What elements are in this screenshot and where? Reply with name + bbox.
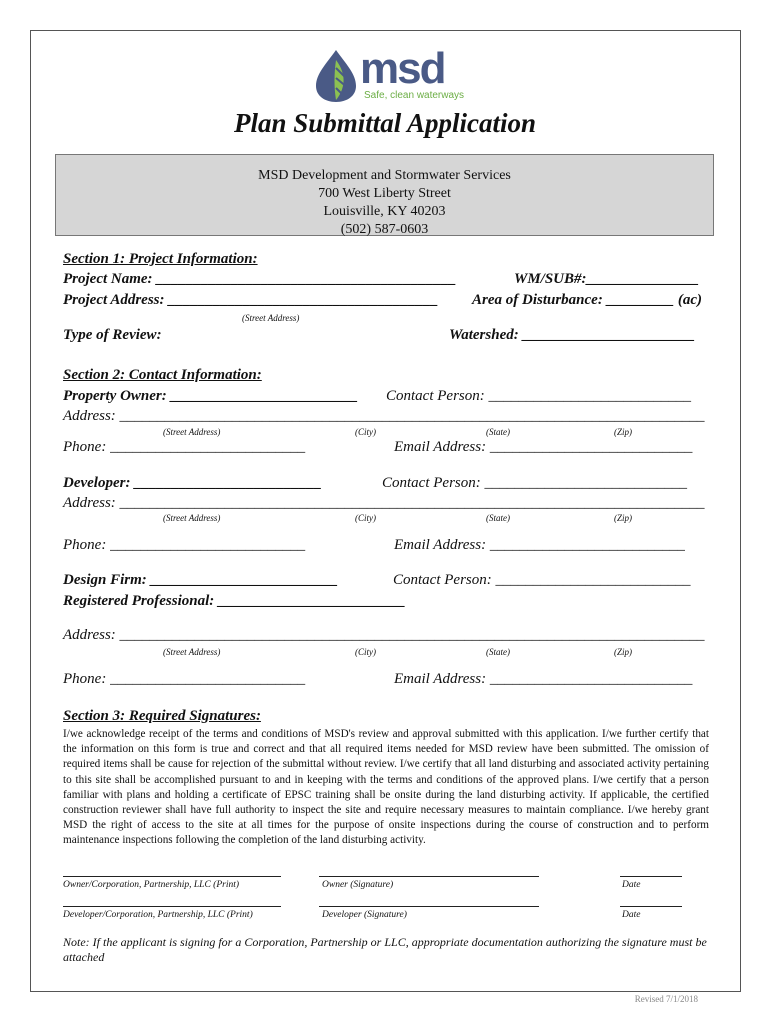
zip-hint-3: (Zip)	[614, 647, 632, 657]
city-hint-1: (City)	[355, 427, 376, 437]
leaf-drop-icon	[314, 48, 358, 104]
type-of-review-label[interactable]: Type of Review:	[63, 327, 162, 343]
contact-person-2-field[interactable]: Contact Person: ___________________________	[382, 475, 687, 491]
state-hint-3: (State)	[486, 647, 510, 657]
street-hint-1: (Street Address)	[163, 427, 221, 437]
watershed-field[interactable]: Watershed: _______________________	[449, 327, 695, 343]
phone-3-field[interactable]: Phone: __________________________	[63, 671, 306, 687]
legal-certification-text: I/we acknowledge receipt of the terms and conditions of MSD's review and approval submitted with this application. I/we further certify that the information on this form is true and correct and that all required items needed for MSD review have been submitted. The omission of required items shall be cause for rejection of the submittal without review. I/we certify that all land disturbing and associated activity pertaining to this site shall be accomplished pursuant to and in keeping with the terms and conditions of the approved plans. I/we certify that a person familiar with plans and holding a certificate of EPSC training shall be onsite during the land disturbing activity. If applicable, the certified construction reviewer shall have full authority to inspect the site and require necessary measures to maintain compliance. I/we hereby grant MSD the right of access to the site at all times for the purpose of onsite inspections during the course of construction and to perform maintenance inspections following the completion of the land disturbing activity.	[63, 728, 709, 847]
office-phone: (502) 587-0603	[340, 222, 429, 237]
phone-2-field[interactable]: Phone: __________________________	[63, 537, 306, 553]
revision-date: Revised 7/1/2018	[634, 994, 698, 1004]
owner-print-line[interactable]	[63, 876, 281, 877]
street-hint-3: (Street Address)	[163, 647, 221, 657]
developer-print-line[interactable]	[63, 906, 281, 907]
zip-hint-2: (Zip)	[614, 513, 632, 523]
office-city: Louisville, KY 40203	[323, 204, 446, 219]
owner-signature-label: Owner (Signature)	[322, 880, 394, 890]
owner-date-label: Date	[622, 880, 641, 890]
street-address-hint: (Street Address)	[242, 313, 300, 323]
phone-1-field[interactable]: Phone: __________________________	[63, 439, 306, 455]
owner-print-label: Owner/Corporation, Partnership, LLC (Print)	[63, 880, 240, 890]
street-hint-2: (Street Address)	[163, 513, 221, 523]
address-2-field[interactable]: Address: ______________________________________________________________________________	[63, 495, 705, 511]
design-firm-text: Design Firm: _________________________	[63, 572, 339, 588]
project-name-field[interactable]: Project Name: ________________________________________	[63, 271, 457, 287]
office-name: MSD Development and Stormwater Services	[258, 168, 511, 183]
project-address-field[interactable]: Project Address: ____________________________________	[63, 292, 439, 308]
city-hint-2: (City)	[355, 513, 376, 523]
wm-sub-field[interactable]: WM/SUB#:_______________	[514, 271, 700, 287]
design-firm-field[interactable]	[63, 572, 338, 589]
developer-text: Developer: _________________________	[63, 475, 322, 491]
corporation-note: Note: If the applicant is signing for a Corporation, Partnership or LLC, appropriate documentation authorizing the signature must be attached	[63, 935, 707, 964]
city-hint-3: (City)	[355, 647, 376, 657]
section3-heading: Section 3: Required Signatures:	[63, 708, 261, 724]
contact-person-1-field[interactable]: Contact Person: ___________________________	[386, 388, 691, 404]
state-hint-1: (State)	[486, 427, 510, 437]
zip-hint-1: (Zip)	[614, 427, 632, 437]
developer-date-line[interactable]	[620, 906, 682, 907]
email-2-field[interactable]: Email Address: __________________________	[394, 537, 685, 553]
section1-heading: Section 1: Project Information:	[63, 251, 258, 267]
office-address-box	[55, 154, 714, 236]
logo-wordmark: msd	[360, 44, 445, 93]
msd-logo	[314, 46, 474, 106]
logo-tagline: Safe, clean waterways	[364, 90, 465, 101]
property-owner-field[interactable]	[63, 388, 358, 405]
property-owner-text: Property Owner: _________________________	[63, 388, 358, 404]
developer-date-label: Date	[622, 910, 641, 920]
owner-signature-line[interactable]	[319, 876, 539, 877]
owner-date-line[interactable]	[620, 876, 682, 877]
developer-print-label: Developer/Corporation, Partnership, LLC (Print)	[63, 910, 253, 920]
contact-person-3-field[interactable]: Contact Person: __________________________	[393, 572, 691, 588]
address-3-field[interactable]: Address: ______________________________________________________________________________	[63, 627, 705, 643]
office-street: 700 West Liberty Street	[318, 186, 451, 201]
state-hint-2: (State)	[486, 513, 510, 523]
email-1-field[interactable]: Email Address: ___________________________	[394, 439, 693, 455]
developer-signature-label: Developer (Signature)	[322, 910, 407, 920]
registered-professional-text: Registered Professional: _________________________	[63, 593, 406, 609]
developer-signature-line[interactable]	[319, 906, 539, 907]
registered-professional-field[interactable]	[63, 593, 406, 610]
page-title: Plan Submittal Application	[233, 108, 537, 138]
developer-field[interactable]	[63, 475, 322, 492]
address-1-field[interactable]: Address: ______________________________________________________________________________	[63, 408, 705, 424]
email-3-field[interactable]: Email Address: ___________________________	[394, 671, 693, 687]
area-of-disturbance-field[interactable]: Area of Disturbance: _________ (ac)	[472, 292, 702, 308]
section2-heading: Section 2: Contact Information:	[63, 367, 262, 383]
